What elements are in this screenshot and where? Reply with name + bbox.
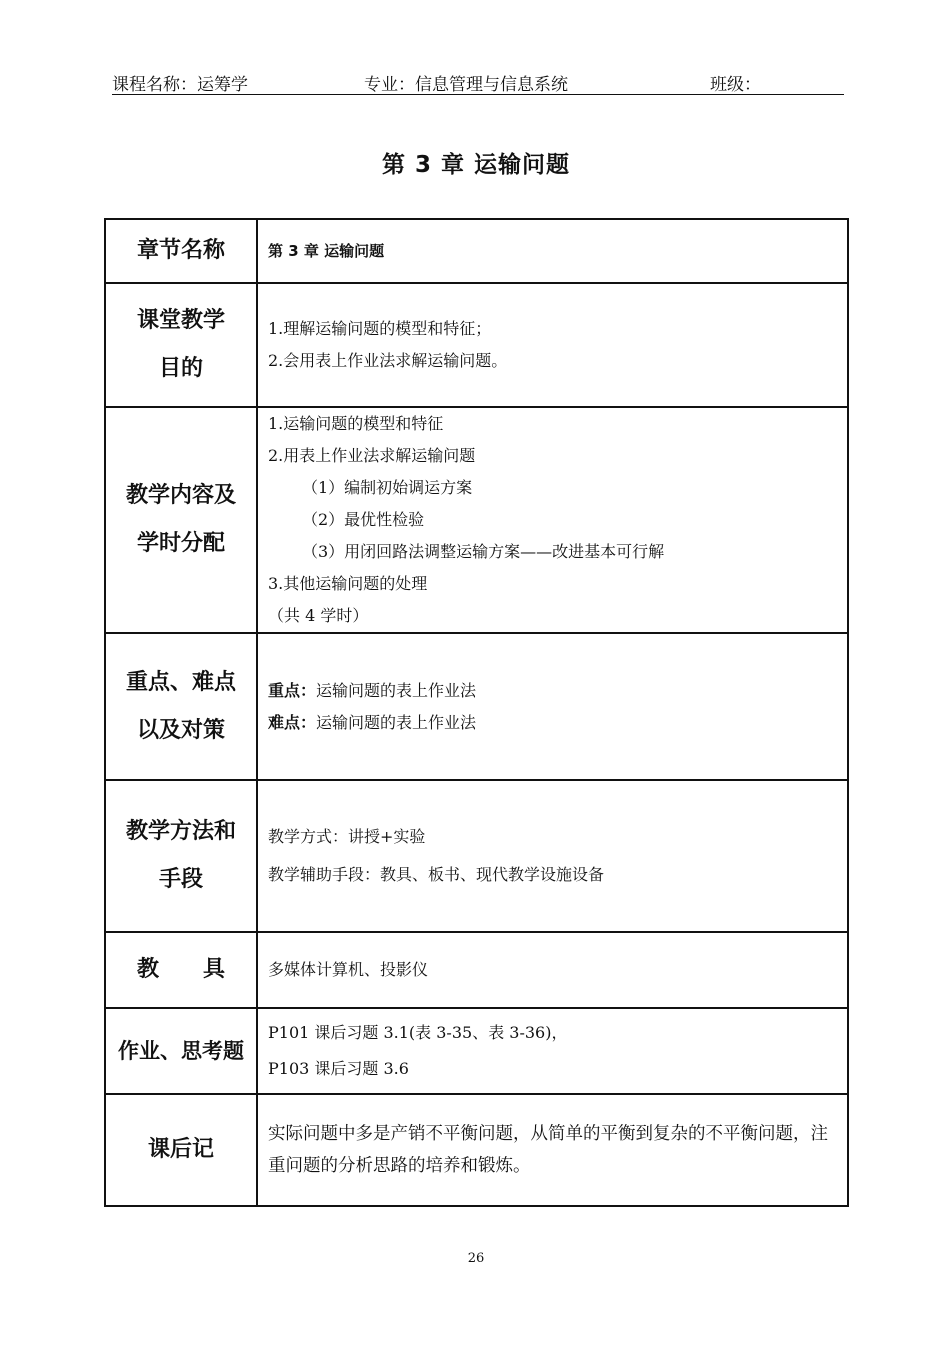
row-notes	[105, 1094, 848, 1206]
value-chapter: 第 3 章 运输问题	[257, 219, 848, 283]
list-item: 教学辅助手段：教具、板书、现代教学设施设备	[268, 865, 605, 884]
list-item: 2.用表上作业法求解运输问题	[268, 446, 476, 465]
course-name: 课程名称：运筹学	[112, 75, 248, 95]
label-notes: 课后记	[105, 1094, 257, 1206]
label-keypoints: 重点、难点 以及对策	[105, 633, 257, 780]
row-objectives	[105, 283, 848, 407]
class-field: 班级：	[710, 75, 761, 95]
list-item: 1.运输问题的模型和特征	[268, 414, 444, 433]
list-item: （共 4 学时）	[268, 606, 369, 625]
value-objectives	[257, 283, 848, 407]
value-methods	[257, 780, 848, 932]
label-content: 教学内容及 学时分配	[105, 407, 257, 633]
chapter-title: 第 3 章 运输问题	[381, 152, 571, 178]
major: 专业：信息管理与信息系统	[364, 75, 568, 95]
label-tools: 教 具	[105, 932, 257, 1008]
row-tools	[105, 932, 848, 1008]
lesson-plan-table	[104, 218, 849, 1207]
list-item: （2）最优性检验	[302, 510, 425, 529]
value-tools: 多媒体计算机、投影仪	[257, 932, 848, 1008]
value-homework	[257, 1008, 848, 1094]
row-homework	[105, 1008, 848, 1094]
page-number: 26	[467, 1251, 485, 1266]
label-homework: 作业、思考题	[105, 1008, 257, 1094]
list-item: 3.其他运输问题的处理	[268, 574, 428, 593]
list-item: 1.理解运输问题的模型和特征；	[268, 319, 492, 338]
row-content	[105, 407, 848, 633]
list-item: （1）编制初始调运方案	[302, 478, 473, 497]
row-chapter	[105, 219, 848, 283]
difficult-point: 难点：运输问题的表上作业法	[268, 712, 477, 732]
list-item: 教学方式：讲授+实验	[268, 827, 426, 846]
list-item: （3）用闭回路法调整运输方案——改进基本可行解	[302, 542, 665, 561]
key-point: 重点：运输问题的表上作业法	[268, 680, 477, 700]
value-keypoints	[257, 633, 848, 780]
value-content	[257, 407, 848, 633]
value-notes: 实际问题中多是产销不平衡问题，从简单的平衡到复杂的不平衡问题，注重问题的分析思路的培养和锻炼。	[257, 1094, 848, 1206]
list-item: 2.会用表上作业法求解运输问题。	[268, 351, 508, 370]
page-header	[112, 68, 844, 95]
label-chapter: 章节名称	[105, 219, 257, 283]
row-methods	[105, 780, 848, 932]
row-keypoints	[105, 633, 848, 780]
list-item: P101 课后习题 3.1(表 3-35、表 3-36)，	[268, 1023, 568, 1042]
label-methods: 教学方法和 手段	[105, 780, 257, 932]
label-objectives: 课堂教学 目的	[105, 283, 257, 407]
list-item: P103 课后习题 3.6	[268, 1059, 409, 1078]
